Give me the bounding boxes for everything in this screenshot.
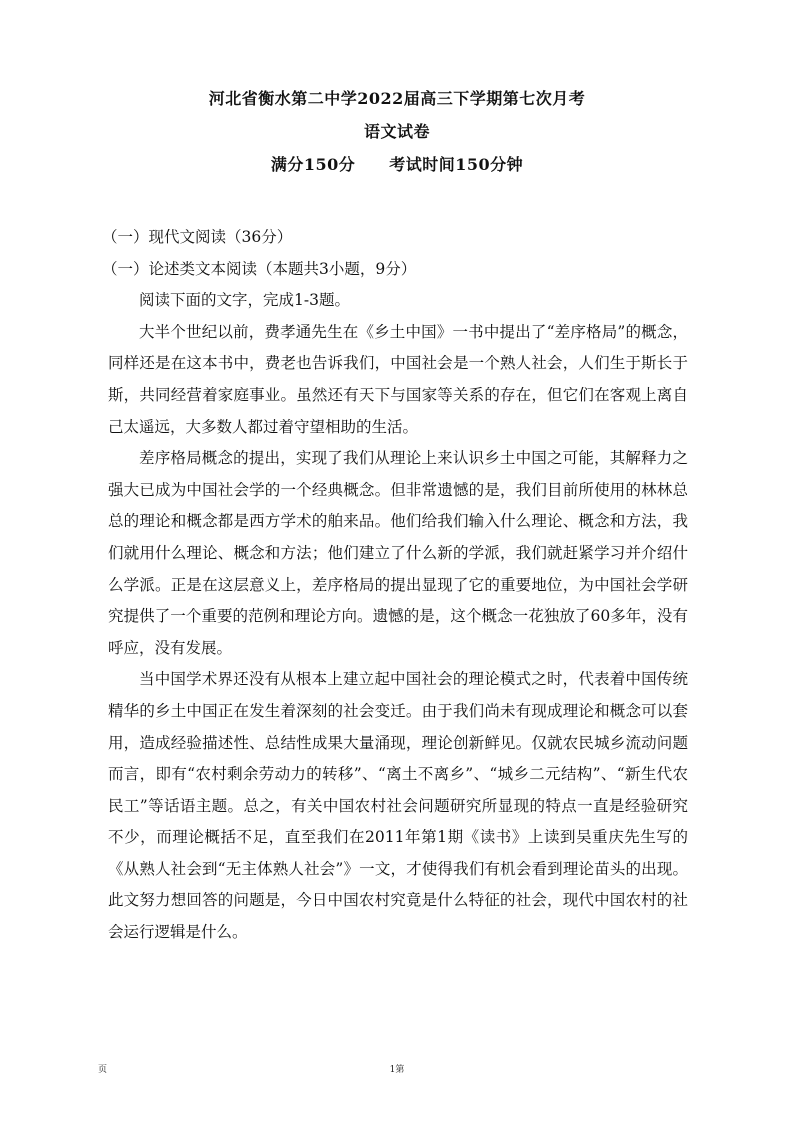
page-number: 1第: [389, 1065, 405, 1075]
exam-subtitle: 语文试卷: [363, 122, 430, 141]
exam-time: 考试时间150分钟: [389, 155, 524, 174]
full-score: 满分150分: [270, 155, 356, 174]
reading-instruction: 阅读下面的文字，完成1-3题。: [139, 291, 350, 310]
exam-title: 河北省衡水第二中学2022届高三下学期第七次月考: [208, 89, 586, 108]
paragraph-3: 当中国学术界还没有从根本上建立起中国社会的理论模式之时，代表着中国传统精华的乡土中国正在发生着深刻的社会变迁。由于我们尚未有现成理论和概念可以套用，造成经验描述性、总结性成果大量涌现，理论创新鲜见。仅就农民城乡流动问题而言，即有“农村剩余劳动力的转移”、“离土不离乡”、“城乡二元结构”、“新生代农民工”等话语主题。总之，有关中国农村社会问题研究所显现的特点一直是经验研究不少，而理论概括不足，直至我们在2011年第1期《读书》上读到吴重庆先生写的《从熟人社会到“无主体熟人社会”》一文，才使得我们有机会看到理论苗头的出现。此文努力想回答的问题是，今日中国农村究竟是什么特征的社会，现代中国农村的社会运行逻辑是什么。: [108, 670, 688, 942]
section-heading-modern-reading: （一）现代文阅读（36分）: [102, 228, 293, 246]
reading-body: [102, 222, 688, 949]
footer-left-label: 页: [98, 1065, 108, 1075]
paragraph-1: 大半个世纪以前，费孝通先生在《乡土中国》一书中提出了“差序格局”的概念，同样还是在这本书中，费老也告诉我们，中国社会是一个熟人社会，人们生于斯长于斯，共同经营着家庭事业。虽然还有天下与国家等关系的存在，但它们在客观上离自己太遥远，大多数人都过着守望相助的生活。: [108, 322, 688, 436]
paragraph-2: 差序格局概念的提出，实现了我们从理论上来认识乡土中国之可能，其解释力之强大已成为中国社会学的一个经典概念。但非常遗憾的是，我们目前所使用的林林总总的理论和概念都是西方学术的舶来品。他们给我们输入什么理论、概念和方法，我们就用什么理论、概念和方法；他们建立了什么新的学派，我们就赶紧学习并介绍什么学派。正是在这层意义上，差序格局的提出显现了它的重要地位，为中国社会学研究提供了一个重要的范例和理论方向。遗憾的是，这个概念一花独放了60多年，没有呼应，没有发展。: [108, 449, 688, 657]
section-heading-argumentative: （一）论述类文本阅读（本题共3小题，9分）: [102, 259, 417, 278]
exam-info: [0, 152, 794, 175]
